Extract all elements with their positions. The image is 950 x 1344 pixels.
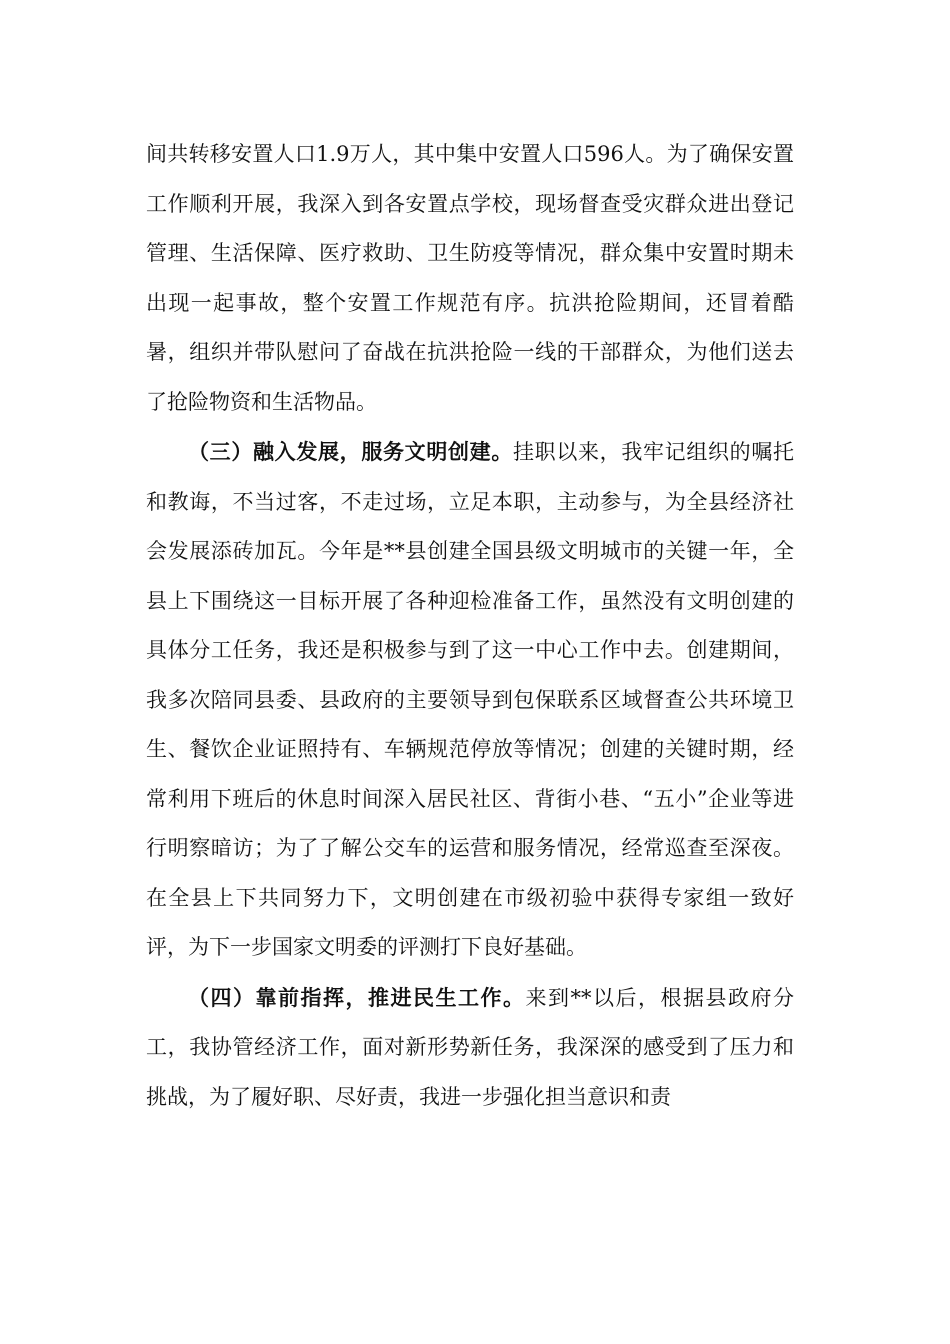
paragraph-text: 挂职以来，我牢记组织的嘱托和教诲，不当过客，不走过场，立足本职，主动参与，为全县经济社会发展添砖加瓦。今年是**县创建全国县级文明城市的关键一年，全县上下围绕这一目标开展了各种迎检准备工作，虽然没有文明创建的具体分工任务，我还是积极参与到了这一中心工作中去。创建期间，我多次陪同县委、县政府的主要领导到包保联系区域督查公共环境卫生、餐饮企业证照持有、车辆规范停放等情况；创建的关键时期，经常利用下班后的休息时间深入居民社区、背街小巷、“五小”企业等进行明察暗访；为了了解公交车的运营和服务情况，经常巡查至深夜。在全县上下共同努力下，文明创建在市级初验中获得专家组一致好评，为下一步国家文明委的评测打下良好基础。 [146, 440, 794, 959]
section-heading: （三）融入发展，服务文明创建。 [188, 439, 513, 464]
section-heading: （四）靠前指挥，推进民生工作。 [188, 984, 526, 1010]
paragraph-section-3 [146, 427, 794, 973]
document-body [146, 130, 794, 1122]
paragraph-continuation [146, 130, 794, 427]
paragraph-text: 来到**以后，根据县政府分工，我协管经济工作，面对新形势新任务，我深深的感受到了压力和挑战，为了履好职、尽好责，我进一步强化担当意识和责 [146, 985, 794, 1109]
paragraph-section-4 [146, 973, 794, 1123]
paragraph-text: 间共转移安置人口1.9万人，其中集中安置人口596人。为了确保安置工作顺利开展，我深入到各安置点学校，现场督查受灾群众进出登记管理、生活保障、医疗救助、卫生防疫等情况，群众集中安置时期未出现一起事故，整个安置工作规范有序。抗洪抢险期间，还冒着酷暑，组织并带队慰问了奋战在抗洪抢险一线的干部群众，为他们送去了抢险物资和生活物品。 [146, 142, 794, 414]
